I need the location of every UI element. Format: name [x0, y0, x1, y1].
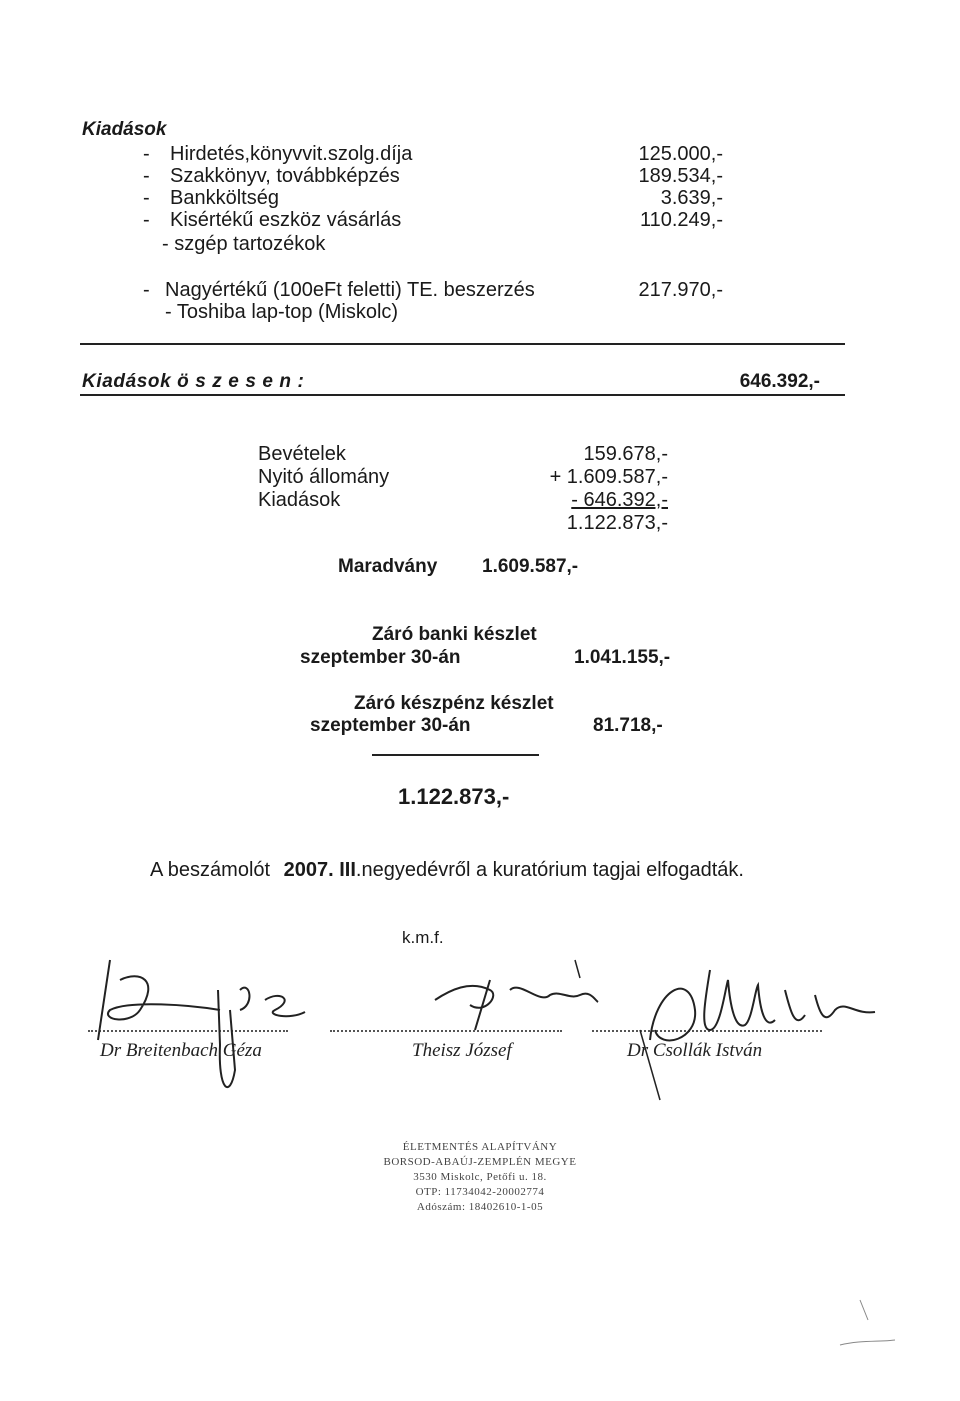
- balance-label: Bevételek: [258, 443, 346, 465]
- balance-amount: - 646.392,-: [571, 489, 668, 511]
- expense-label: Kisértékű eszköz vásárlás: [170, 209, 402, 231]
- scan-mark: [840, 1300, 920, 1360]
- expense-label: Szakkönyv, továbbképzés: [170, 165, 400, 187]
- organization-stamp: [330, 1140, 630, 1215]
- kmf-label: k.m.f.: [402, 928, 444, 947]
- total-underline: [80, 394, 845, 396]
- expense-amount: 189.534,-: [638, 165, 723, 187]
- expense-amount: 3.639,-: [660, 187, 723, 209]
- balance-label: Nyitó állomány: [258, 466, 390, 488]
- signature-theisz: [430, 960, 600, 1040]
- statement-prefix: A beszámolót: [150, 859, 271, 881]
- expense-label: Bankköltség: [170, 187, 279, 209]
- expense-dash: -: [143, 209, 150, 231]
- stamp-line: ÉLETMENTÉS ALAPÍTVÁNY: [402, 1141, 558, 1153]
- expense-dash: -: [143, 165, 150, 187]
- expense-amount: 110.249,-: [639, 209, 723, 231]
- stamp-line: 3530 Miskolc, Petőfi u. 18.: [413, 1171, 547, 1183]
- balance-label: Kiadások: [258, 489, 341, 511]
- expense-dash: -: [143, 187, 150, 209]
- remainder-label: Maradvány: [338, 556, 438, 577]
- expense-major-label: Nagyértékű (100eFt feletti) TE. beszerzés: [165, 279, 535, 301]
- grand-total: 1.122.873,-: [398, 784, 510, 809]
- cash-balance-line2: szeptember 30-án: [310, 715, 471, 736]
- expense-major-sub: - Toshiba lap-top (Miskolc): [165, 301, 399, 323]
- balance-amount: 159.678,-: [583, 443, 668, 465]
- stamp-line: OTP: 11734042-20002774: [415, 1186, 545, 1198]
- expenses-total-label: Kiadások ö s z e s e n :: [82, 371, 305, 392]
- statement-year: 2007. III: [283, 859, 356, 881]
- cash-balance-line1: Záró készpénz készlet: [354, 693, 554, 714]
- approval-statement: [150, 858, 744, 882]
- statement-suffix: .negyedévről a kuratórium tagjai elfogadták.: [355, 859, 744, 881]
- expenses-heading: Kiadások: [82, 119, 167, 140]
- bank-balance-amount: 1.041.155,-: [574, 647, 671, 668]
- expense-label: Hirdetés,könyvvit.szolg.díja: [170, 143, 413, 165]
- signer-name: Dr Breitenbach Géza: [100, 1040, 262, 1061]
- bank-balance-line2: szeptember 30-án: [300, 647, 461, 668]
- expense-dash: -: [143, 279, 150, 301]
- expense-major-amount: 217.970,-: [638, 279, 723, 301]
- remainder-amount: 1.609.587,-: [482, 556, 579, 577]
- signature-csollak: [640, 960, 880, 1100]
- expenses-total-amount: 646.392,-: [739, 371, 820, 392]
- cash-balance-amount: 81.718,-: [593, 715, 663, 736]
- stamp-line: BORSOD-ABAÚJ-ZEMPLÉN MEGYE: [383, 1156, 577, 1168]
- balance-amount: + 1.609.587,-: [549, 466, 668, 488]
- stamp-line: Adószám: 18402610-1-05: [416, 1201, 544, 1213]
- signer-name: Dr Csollák István: [627, 1040, 763, 1061]
- bank-balance-line1: Záró banki készlet: [372, 624, 537, 645]
- signature-breitenbach: [80, 950, 300, 1110]
- divider-line: [80, 343, 845, 345]
- signer-name: Theisz József: [412, 1040, 512, 1061]
- balance-result: 1.122.873,-: [566, 512, 668, 534]
- grand-total-rule: [372, 754, 539, 756]
- expense-dash: -: [143, 143, 150, 165]
- expense-amount: 125.000,-: [638, 143, 723, 165]
- expense-sub-label: - szgép tartozékok: [162, 233, 326, 255]
